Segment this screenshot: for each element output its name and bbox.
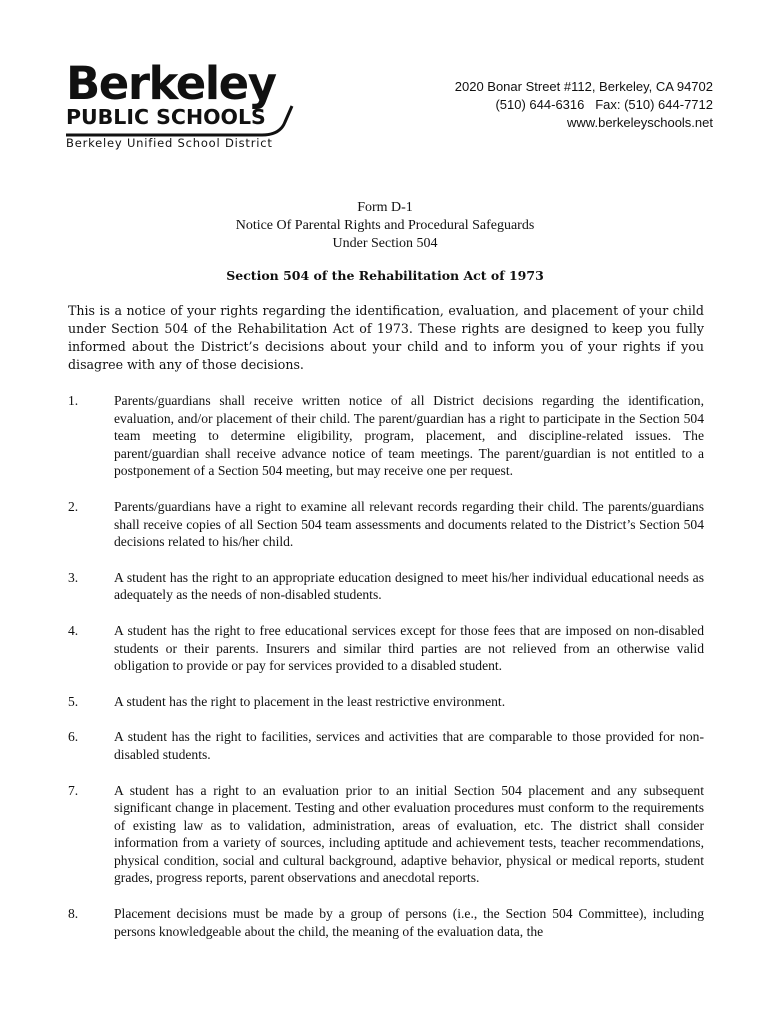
contact-phone: (510) 644-6316 Fax: (510) 644-7712 [495,97,713,112]
item-text: A student has the right to an appropriate education designed to meet his/her individual educational needs as adequately as the needs of non-disabled students. [114,569,704,603]
item-number: 4. [68,622,79,638]
contact-block [455,78,713,132]
district-logo [66,57,296,150]
list-item [68,728,704,763]
item-text: Parents/guardians shall receive written notice of all District decisions regarding the identification, evaluation, and/or placement of their child. The parent/guardian has a right to participate in the Section 504 team meeting to determine eligibility, program, placement, and discipline-related issues. The parent/guardian shall receive advance notice of team meetings. The parent/guardian is not entitled to a postponement of a Section 504 meeting, but may receive one per request. [114,393,704,479]
logo-district-name: Berkeley Unified School District [66,136,273,150]
list-item [68,392,704,480]
list-item [68,905,704,940]
item-number: 7. [68,782,79,798]
item-number: 1. [68,393,79,408]
item-text: A student has a right to an evaluation prior to an initial Section 504 placement and any subsequent significant change in placement. Testing and other evaluation procedures must conform to the requirements of existing law as to validation, administration, areas of evaluation, etc. The district shall consider information from a variety of sources, including aptitude and achievement tests, teacher recommendations, physical condition, social and cultural background, adaptive behavior, physical or medical reports, student grades, progress reports, parent observations and anecdotal reports. [114,782,704,886]
logo-subtitle: PUBLIC SCHOOLS [66,105,266,129]
item-text: A student has the right to placement in the least restrictive environment. [114,693,506,709]
list-item [68,693,704,711]
item-number: 5. [68,693,79,709]
item-number: 2. [68,498,79,514]
contact-address: 2020 Bonar Street #112, Berkeley, CA 94702 [454,79,713,94]
item-number: 6. [68,729,79,745]
item-text: Parents/guardians have a right to examine all relevant records regarding their child. The parents/guardians shall receive copies of all Section 504 team assessments and documents related to the District’s Section 504 decisions related to his/her child. [114,498,704,550]
form-title-block [0,199,770,253]
contact-website: www.berkeleyschools.net [567,115,713,130]
list-item [68,782,704,888]
form-title: Notice Of Parental Rights and Procedural Safeguards [235,218,535,233]
item-text: Placement decisions must be made by a group of persons (i.e., the Section 504 Committee), including persons knowledgeable about the child, the meaning of the evaluation data, the [114,906,704,939]
logo-wordmark: Berkeley [66,57,276,110]
item-number: 8. [68,906,79,922]
logo-swoosh-icon [66,102,296,138]
intro-paragraph: This is a notice of your rights regarding the identification, evaluation, and placement of your child under Section 504 of the Rehabilitation Act of 1973. These rights are designed to keep you fully informed about the District’s decisions about your child and to inform you of your rights if you disagree with any of those decisions. [68,303,704,372]
list-item [68,622,704,675]
rights-list [68,392,704,958]
form-subtitle: Under Section 504 [332,236,438,251]
section-heading: Section 504 of the Rehabilitation Act of 1973 [226,268,544,283]
item-number: 3. [68,569,79,585]
list-item [68,498,704,551]
item-text: A student has the right to facilities, services and activities that are comparable to those provided for non-disabled students. [114,729,704,762]
item-text: A student has the right to free educational services except for those fees that are imposed on non-disabled students or their parents. Insurers and similar third parties are not relieved from an otherwise valid obligation to provide or pay for services provided to a disabled student. [114,622,704,674]
form-number: Form D-1 [357,200,413,215]
list-item [68,569,704,604]
